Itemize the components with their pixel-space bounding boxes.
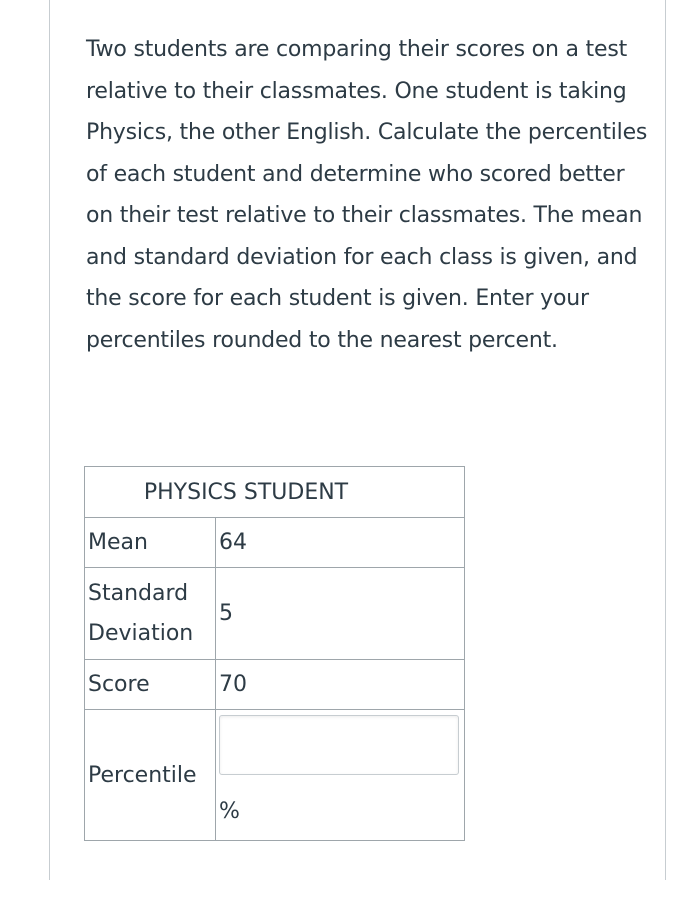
mean-label: Mean	[85, 518, 216, 568]
physics-student-table	[84, 466, 465, 841]
standard-deviation-value: 5	[216, 568, 465, 660]
table-row	[85, 710, 465, 841]
score-value: 70	[216, 660, 465, 710]
standard-deviation-label: Standard Deviation	[85, 568, 216, 660]
score-label: Score	[85, 660, 216, 710]
percentile-label: Percentile	[85, 710, 216, 841]
question-text: Two students are comparing their scores on a test relative to their classmates. One student is taking Physics, the other English. Calculate the percentiles of each student and determine who scored better on their test relative to their classmates. The mean and standard deviation for each class is given, and the score for each student is given. Enter your percentiles rounded to the nearest percent.	[86, 37, 648, 353]
mean-value: 64	[216, 518, 465, 568]
table-row	[85, 568, 465, 660]
percentile-input[interactable]	[219, 715, 459, 775]
percentile-cell	[216, 710, 465, 841]
table-row	[85, 518, 465, 568]
table-row	[85, 660, 465, 710]
percent-sign: %	[219, 799, 240, 824]
table-header: PHYSICS STUDENT	[85, 467, 465, 518]
